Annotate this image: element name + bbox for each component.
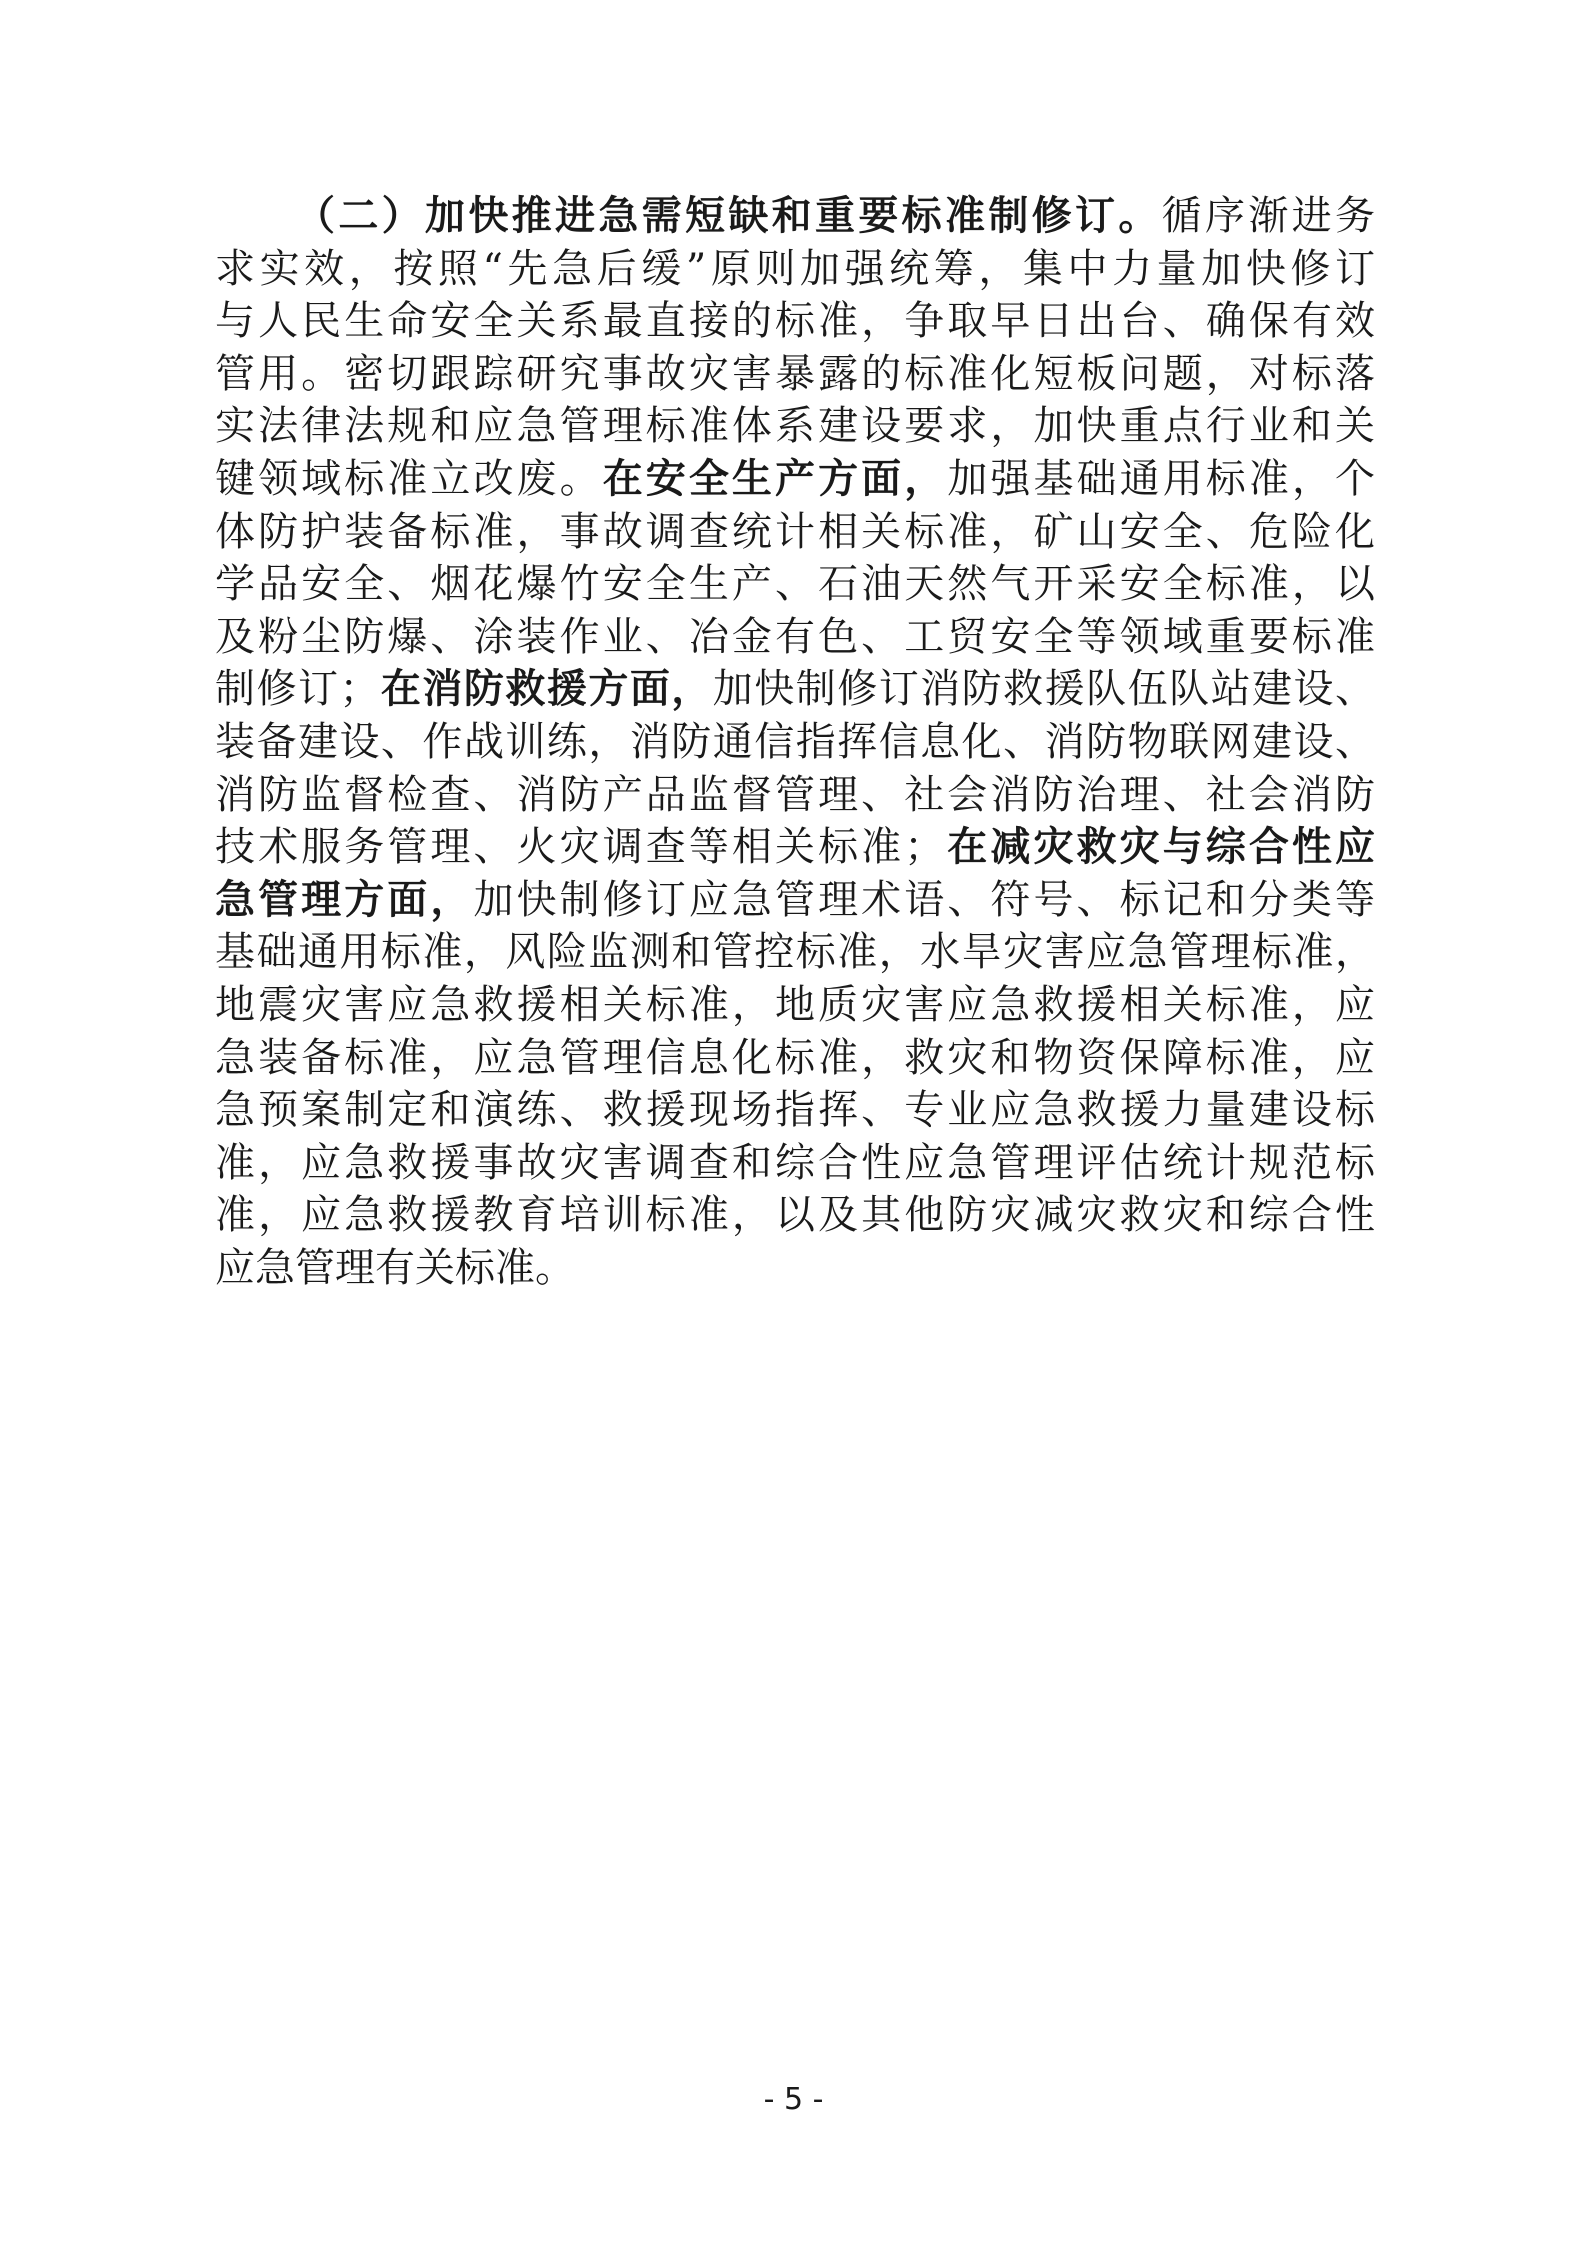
body-text: 管用。密切跟踪研究事故灾害暴露的标准化短板问题，对标落 — [215, 350, 1375, 397]
body-text: 加快制修订应急管理术语、符号、标记和分类等 — [473, 876, 1375, 923]
bold-heading-text: （二）加快推进急需短缺和重要标准制修订。 — [295, 192, 1162, 239]
body-text: 键领域标准立改废。 — [215, 456, 603, 502]
body-text: 技术服务管理、火灾调查等相关标准； — [215, 824, 945, 871]
body-text: 消防监督检查、消防产品监督管理、社会消防治理、社会消防 — [215, 771, 1375, 818]
body-text: 求实效，按照“先急后缓”原则加强统筹，集中力量加快修订 — [215, 245, 1375, 292]
body-text: 准，应急救援教育培训标准，以及其他防灾减灾救灾和综合性 — [215, 1192, 1375, 1239]
body-text: 急预案制定和演练、救援现场指挥、专业应急救援力量建设标 — [215, 1087, 1375, 1134]
body-text: 体防护装备标准，事故调查统计相关标准，矿山安全、危险化 — [215, 508, 1375, 555]
body-text: 循序渐进务 — [1161, 193, 1375, 239]
bold-heading-text: 在安全生产方面， — [602, 455, 948, 502]
body-text: 应急管理有关标准。 — [215, 1245, 575, 1291]
body-text: 实法律法规和应急管理标准体系建设要求，加快重点行业和关 — [215, 403, 1375, 450]
body-text: 准，应急救援事故灾害调查和综合性应急管理评估统计规范标 — [215, 1139, 1375, 1186]
body-text: 与人民生命安全关系最直接的标准，争取早日出台、确保有效 — [215, 298, 1375, 345]
body-text: 及粉尘防爆、涂装作业、冶金有色、工贸安全等领域重要标准 — [215, 613, 1375, 660]
page-number: - 5 - — [763, 2082, 824, 2117]
body-text: 加快制修订消防救援队伍队站建设、 — [712, 666, 1375, 713]
body-text: 加强基础通用标准，个 — [947, 456, 1375, 502]
body-text: 学品安全、烟花爆竹安全生产、石油天然气开采安全标准，以 — [215, 561, 1375, 608]
bold-heading-text: 在减灾救灾与综合性应 — [944, 823, 1375, 871]
body-text: 基础通用标准，风险监测和管控标准，水旱灾害应急管理标准， — [215, 929, 1375, 976]
body-text: 急装备标准，应急管理信息化标准，救灾和物资保障标准，应 — [215, 1034, 1375, 1081]
body-text: 制修订； — [215, 666, 380, 713]
text-line — [215, 1232, 1375, 1304]
body-text: 装备建设、作战训练，消防通信指挥信息化、消防物联网建设、 — [215, 719, 1375, 765]
body-text: 地震灾害应急救援相关标准，地质灾害应急救援相关标准，应 — [215, 982, 1375, 1028]
bold-heading-text: 急管理方面， — [215, 875, 474, 923]
bold-heading-text: 在消防救援方面， — [379, 665, 713, 713]
